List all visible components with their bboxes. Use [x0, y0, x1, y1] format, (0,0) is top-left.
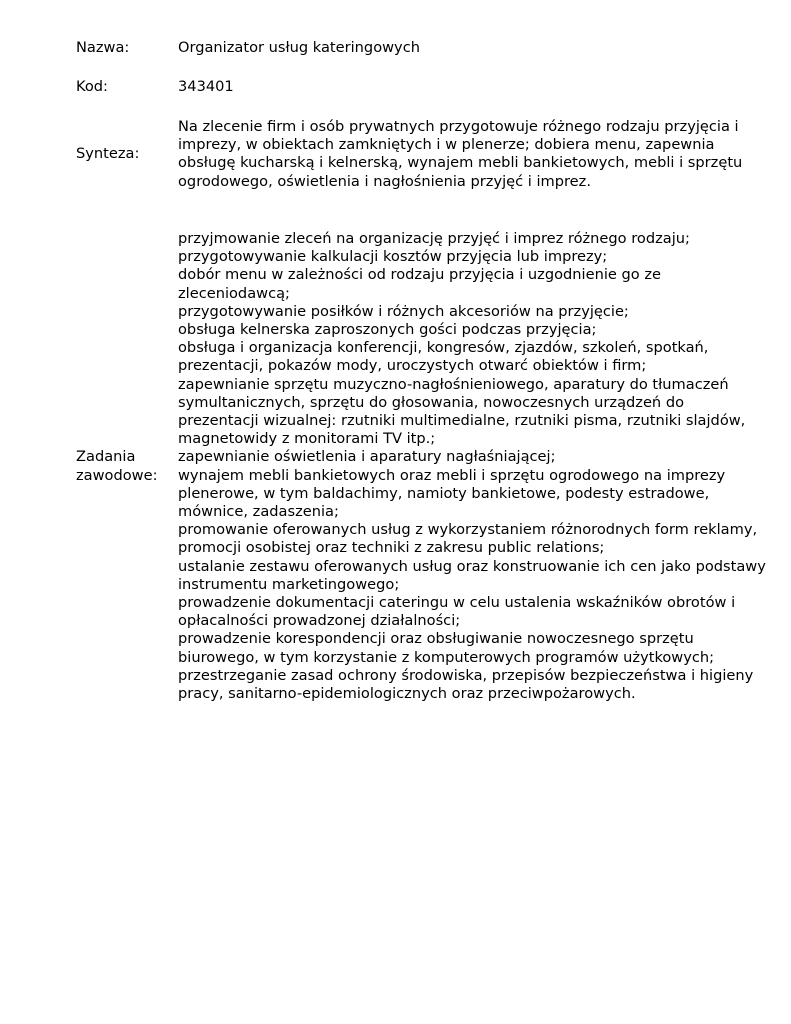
synteza-value: Na zlecenie firm i osób prywatnych przygotowuje różnego rodzaju przyjęcia i imprezy, w obiektach zamkniętych i w plenerze; dobiera menu, zapewnia obsługę kucharską i kelnerską, wynajem mebli bankietowych, mebli i sprzętu ogrodowego, oświetlenia i nagłośnienia przyjęć i imprez.: [178, 118, 743, 190]
task-item: ustalanie zestawu oferowanych usług oraz konstruowanie ich cen jako podstawy instrumentu marketingowego;: [178, 557, 766, 593]
task-item: przygotowywanie posiłków i różnych akcesoriów na przyjęcie;: [178, 302, 629, 320]
kod-label: Kod:: [76, 78, 108, 95]
task-item: przygotowywanie kalkulacji kosztów przyjęcia lub imprezy;: [178, 248, 608, 266]
task-item: wynajem mebli bankietowych oraz mebli i sprzętu ogrodowego na imprezy plenerowe, w tym baldachimy, namioty bankietowe, podesty estradowe, mównice, zadaszenia;: [178, 466, 726, 521]
task-item: przyjmowanie zleceń na organizację przyjęć i imprez różnego rodzaju;: [178, 230, 690, 247]
zadania-row: [76, 230, 766, 703]
task-item: obsługa kelnerska zaproszonych gości podczas przyjęcia;: [178, 321, 597, 339]
task-item: zapewnianie oświetlenia i aparatury nagłaśniającej;: [178, 448, 556, 466]
task-item: obsługa i organizacja konferencji, kongresów, zjazdów, szkoleń, spotkań, prezentacji, pokazów mody, uroczystych otwarć obiektów i firm;: [178, 339, 709, 375]
task-item: promowanie oferowanych usług z wykorzystaniem różnorodnych form reklamy, promocji osobistej oraz techniki z zakresu public relations;: [178, 521, 758, 557]
nazwa-row: [76, 39, 766, 57]
zadania-list: [178, 230, 766, 703]
nazwa-label: Nazwa:: [76, 39, 130, 56]
zadania-label-line2: zawodowe:: [76, 466, 158, 484]
kod-value: 343401: [178, 78, 234, 95]
nazwa-value: Organizator usług kateringowych: [178, 39, 420, 56]
task-item: przestrzeganie zasad ochrony środowiska, przepisów bezpieczeństwa i higieny pracy, sanitarno-epidemiologicznych oraz przeciwpożarowych.: [178, 666, 754, 703]
task-item: prowadzenie dokumentacji cateringu w celu ustalenia wskaźników obrotów i opłacalności prowadzonej działalności;: [178, 594, 736, 630]
zadania-label: [76, 448, 178, 484]
kod-row: [76, 78, 766, 96]
synteza-label: Synteza:: [76, 145, 140, 163]
task-item: dobór menu w zależności od rodzaju przyjęcia i uzgodnienie go ze zleceniodawcą;: [178, 266, 661, 302]
synteza-row: [76, 118, 766, 191]
zadania-label-line1: Zadania: [76, 448, 136, 466]
task-item: prowadzenie korespondencji oraz obsługiwanie nowoczesnego sprzętu biurowego, w tym korzystanie z komputerowych programów użytkowych;: [178, 630, 715, 666]
task-item: zapewnianie sprzętu muzyczno-nagłośnieniowego, aparatury do tłumaczeń symultanicznych, sprzętu do głosowania, nowoczesnych urządzeń do prezentacji wizualnej: rzutniki multimedialne, rzutniki pisma, rzutniki slajdów, magnetowidy z monitorami TV itp.;: [178, 375, 746, 448]
